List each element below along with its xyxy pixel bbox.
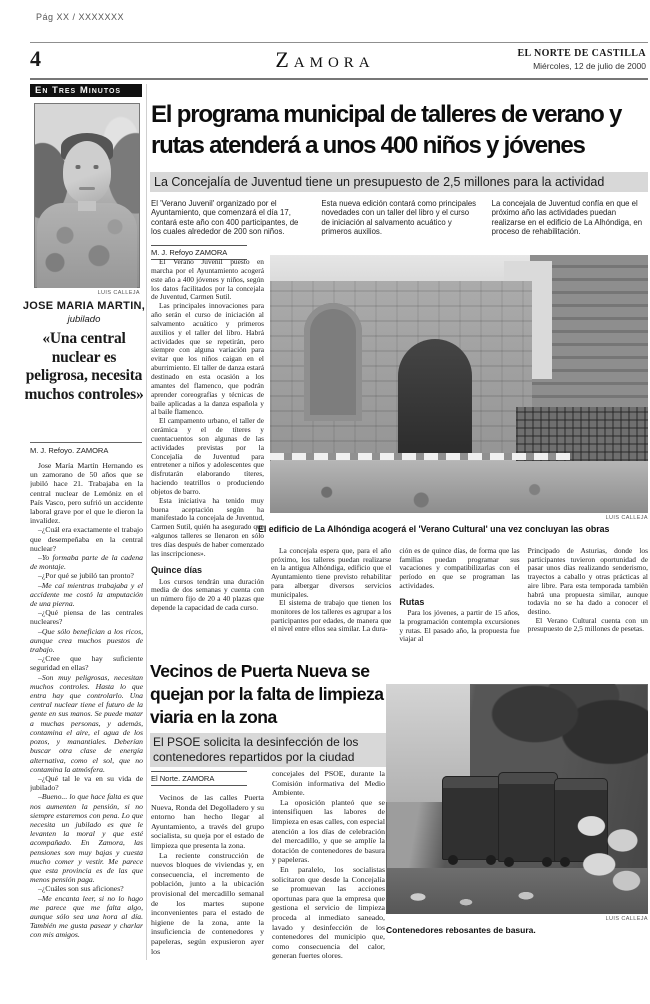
second-byline: El Norte. ZAMORA — [151, 771, 247, 786]
newspaper-name: EL NORTE DE CASTILLA — [517, 48, 646, 59]
main-photo-credit: LUIS CALLEJA — [605, 515, 648, 521]
photo-art-neck — [78, 201, 96, 211]
article-columns-below-photo — [271, 547, 648, 659]
lead-paragraphs — [151, 199, 648, 237]
photo-art-eyes — [72, 165, 102, 169]
article-paragraph: En paralelo, los socialistas solicitaron que desde la Concejalía se promuevan las acciones oportunas para que la empresa que gestiona el servicio de limpieza proceda al inmediato saneado, lavado y desinfección de los contenedores del municipio que, como consecuencia del calor, generan fuertes olores. — [272, 864, 385, 961]
page-number: 4 — [30, 46, 41, 71]
crosshead-quince-dias: Quince días — [151, 564, 203, 575]
main-headline: El programa municipal de talleres de verano y rutas atenderá a unos 400 niños y jóvenes — [151, 101, 622, 159]
portrait-photo-credit: LUIS CALLEJA — [97, 290, 140, 296]
article-column-2 — [271, 547, 391, 659]
interview-question: –¿Qué piensa de las centrales nucleares? — [30, 608, 143, 627]
header-rule-bottom — [30, 78, 648, 80]
article-paragraph: Para los jóvenes, a partir de 15 años, la programación contempla excursiones y rutas. El pasado año, la propuesta fue viajar al — [399, 608, 520, 644]
edition-date: Miércoles, 12 de julio de 2000 — [533, 61, 646, 71]
article-column-4 — [528, 547, 648, 659]
sidebar-byline: M. J. Refoyo. ZAMORA — [30, 442, 142, 455]
interview-answer: –Yo formaba parte de la cadena de montaje. — [30, 553, 143, 572]
second-subhead: El PSOE solicita la desinfección de los contenedores repartidos por la ciudad — [150, 733, 395, 767]
photo-art-barrier-tape — [270, 453, 570, 460]
article-paragraph: El Verano Juvenil puesto en marcha por el Ayuntamiento acogerá este año a 400 jóvenes y niños, según los datos facilitados por la concejala de Juventud, Carmen Sutil. — [151, 258, 264, 302]
second-article-column-1 — [151, 793, 264, 1001]
photo-art-garbage-container — [498, 772, 558, 862]
photo-art-foliage — [478, 684, 648, 786]
photo-art-arched-niche — [304, 303, 362, 421]
lead-paragraph: El 'Verano Juvenil' organizado por el Ayuntamiento, que comenzará el día 17, contará este año con 400 participantes, de los cuales alrededor de 200 son niños. — [151, 199, 299, 237]
main-byline: M. J. Refoyo ZAMORA — [151, 245, 247, 260]
interview-answer: –Son muy peligrosas, necesitan muchos controles. Hasta lo que entra hay que controlarlo. Una central nuclear tiene el futuro de la gente en sus manos. Se puede matar a muchas personas, y además, contamina el aire, el agua de los pozos, y manantiales. Deberían buscar otra clase de energía alternativa, como el sol, que no contamina la atmósfera. — [30, 672, 143, 774]
interview-question: –¿Por qué se jubiló tan pronto? — [38, 571, 134, 581]
photo-art-rubble-ground — [270, 461, 648, 513]
article-paragraph: Los cursos tendrán una duración media de dos semanas y cuenta con un número fijo de 20 a 40 plazas que depende la capacidad de cada curso. — [151, 576, 264, 613]
trash-containers-photo — [386, 684, 648, 914]
photo-art-litter — [394, 884, 634, 910]
main-photo-caption: El edificio de La Alhóndiga acogerá el 'Verano Cultural' una vez concluyan las obras — [258, 524, 610, 534]
column-divider — [146, 84, 147, 960]
photo-art-arched-doorway — [398, 339, 472, 457]
portrait-photo — [34, 103, 140, 288]
article-paragraph: El campamento urbano, el taller de cerámica y el de títeres y cuentacuentos son algunas de las actividades previstas por la Concejalía de Juventud para entretener a niños y adolescentes que disfrutarán elaborando títeres, haciendo teatrillos o produciendo objetos de barro. — [151, 416, 264, 496]
article-column-3 — [399, 547, 519, 659]
photo-art-mouth — [79, 187, 95, 190]
person-name: JOSE MARIA MARTIN, — [22, 300, 146, 312]
interview-question: –¿Qué tal le va en su vida de jubilado? — [30, 773, 143, 793]
photo-art-wheel — [542, 857, 552, 867]
photo-art-garbage-container — [442, 776, 502, 860]
masthead — [517, 48, 646, 71]
article-paragraph: El sistema de trabajo que tienen los monitores de los talleres es agrupar a los participantes por edades, de manera que el nivel entre ellos sea similar. La dura- — [271, 598, 392, 634]
article-paragraph: concejales del PSOE, durante la Comisión informativa del Medio Ambiente. — [272, 769, 385, 798]
interview-answer: –Me caí mientras trabajaba y el accidente me costó la amputación de una pierna. — [30, 580, 143, 609]
article-paragraph: Esta iniciativa ha tenido muy buena aceptación según ha manifestado la concejala de Juventud, Carmen Sutil, quién ha asegurado que «algunos talleres se llenaron en sólo tres días después de haber comenzado las inscripciones». — [151, 495, 264, 558]
sidebar-interview — [30, 461, 143, 1001]
photo-art-wheel — [504, 857, 514, 867]
sidebar-banner: En Tres Minutos — [30, 84, 142, 97]
section-title: Zamora — [275, 47, 375, 72]
photo-art-wheel — [448, 855, 458, 865]
crosshead-rutas: Rutas — [399, 596, 425, 607]
article-paragraph: Vecinos de las calles Puerta Nueva, Ronda del Degolladero y su entorno han hecho llegar al Ayuntamiento, a través del grupo socialista, su queja por el estado de limpieza que presenta la zona. — [151, 793, 264, 850]
article-column-1 — [151, 258, 264, 650]
interview-answer: –Que sólo benefician a los ricos, aunque crea muchos puestos de trabajo. — [30, 626, 143, 655]
header-rule-top — [30, 42, 648, 43]
article-paragraph: La reciente construcción de nuevos bloques de viviendas y, en consecuencia, el incremento de población, junto a la ubicación provisional del mercadillo semanal de los martes supone inconvenientes para el estado de higiene de la zona, ante la insuficiencia de contenedores y papeleras, según expusieron ayer los — [151, 850, 264, 956]
page-folio: Pág XX / XXXXXXX — [36, 12, 125, 22]
interview-answer: –Me encanta leer, si no lo hago me parece que me falta algo, aunque sólo sea una hora al día. También me gusta pasear y charlar con mis amigos. — [30, 893, 143, 940]
second-photo-caption: Contenedores rebosantes de basura. — [386, 925, 536, 935]
interview-question: –¿Cuáles son sus aficiones? — [38, 884, 124, 894]
article-paragraph: La oposición planteó que se intensifiquen las labores de limpieza en esas calles, con especial atención a los días de celebración del mercadillo, y que se amplíe la dotación de contenedores de basura y papeleras. — [272, 797, 385, 865]
person-role: jubilado — [67, 314, 101, 325]
article-paragraph: El Verano Cultural cuenta con un presupuesto de 2,5 millones de pesetas. — [527, 615, 648, 634]
second-photo-credit: LUIS CALLEJA — [605, 916, 648, 922]
photo-art-face — [63, 141, 111, 203]
interview-intro: Jose María Martín Hernando es un zamorano de 50 años que se jubiló hace 21. Trabajaba en la central nuclear de Lemóniz en el País Vasco, pero sufrió un accidente laboral grave por el que le dieron la invalidez. — [30, 461, 143, 526]
interview-question: –¿Cree que hay suficiente seguridad en ellas? — [30, 654, 143, 673]
alhondiga-photo — [270, 255, 648, 513]
interview-question: –¿Cuál era exactamente el trabajo que desempeñaba en la central nuclear? — [30, 525, 143, 553]
lead-paragraph: Esta nueva edición contará como principales novedades con un taller del libro y el curso de iniciación al salvamento acuático y primeros auxilios. — [321, 199, 477, 237]
article-paragraph: La concejala espera que, para el año próximo, los talleres puedan realizarse en la antigua Alhóndiga, edificio que el Ayuntamiento tiene previsto rehabilitar para albergar diversos servicios municipales. — [271, 547, 392, 599]
article-paragraph: Las principales innovaciones para año serán el curso de iniciación al salvamento acuático y primeros auxilios y el taller del libro. Habrá actividades que se repetirán, pero siempre con alguna variación para evitar que los niños caigan en el aburrimiento. El taller de danza estará destinado en esta ocasión a los amantes del flamenco, que podrán aprender coreografías y técnicas de baile aplicadas a la danza española y al baile flamenco. — [151, 301, 264, 417]
pull-quote: «Una central nuclear es peligrosa, necesita muchos controles» — [24, 330, 144, 403]
article-paragraph: ción es de quince días, de forma que las familias puedan programar sus vacaciones y compatibilizarlas con el período en que se programan las actividades. — [399, 547, 520, 590]
photo-art-shirt — [37, 203, 137, 288]
interview-answer: –Bueno... lo que hace falta es que nos aumenten la pensión, si no siempre estaremos con pena. Lo que necesita un jubilado es que le levanten la moral y que esté acompañado. En Zamora, las pensiones son muy bajas y cuesta mucho comer y vestir. Me parece que esta provincia es de las que menos pensión paga. — [30, 792, 143, 885]
lead-paragraph: La concejala de Juventud confía en que el próximo año las actividades puedan realizarse en el edificio de La Alhóndiga, en proceso de rehabilitación. — [491, 199, 643, 237]
photo-art-wheel — [486, 855, 496, 865]
second-headline: Vecinos de Puerta Nueva se quejan por la falta de limpieza viaria en la zona — [150, 661, 384, 727]
article-paragraph: Principado de Asturias, donde los participantes tuvieron oportunidad de pasar unos días realizando senderismo, trayectos a caballo y otras prácticas al aire libre. Para esta temporada también habrá una propuesta similar, aunque todavía no se ha dado a conocer el destino. — [527, 547, 648, 616]
second-article-column-2 — [272, 769, 385, 1001]
main-subhead: La Concejalía de Juventud tiene un presupuesto de 2,5 millones para la actividad — [150, 172, 648, 192]
